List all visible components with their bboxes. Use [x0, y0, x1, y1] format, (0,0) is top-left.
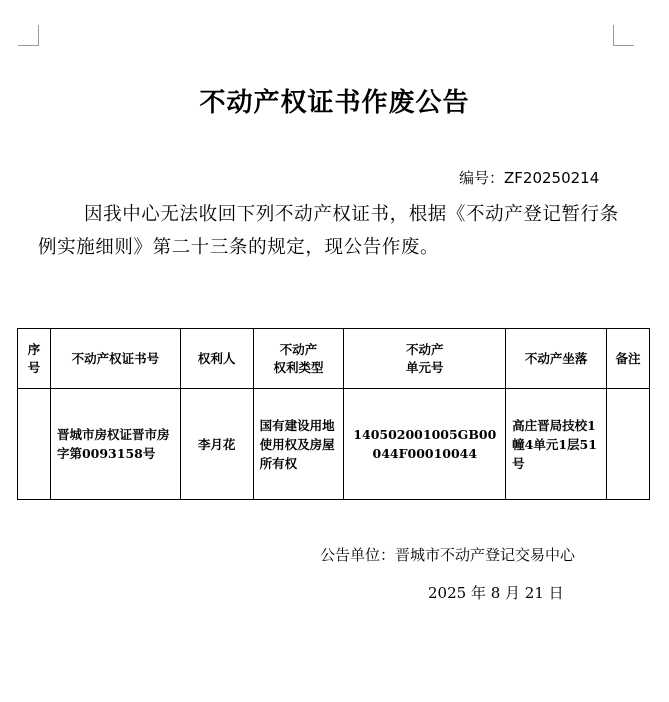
certificate-table — [17, 328, 650, 500]
cell-right-type: 国有建设用地使用权及房屋所有权 — [253, 389, 344, 500]
table-header-row — [18, 329, 650, 389]
page-corner-mark-top-right — [613, 25, 634, 46]
header-right-type-line2: 权利类型 — [273, 359, 324, 375]
cell-remark — [606, 389, 649, 500]
header-unit-no-line2: 单元号 — [406, 359, 444, 375]
issuer-line: 公告单位：晋城市不动产登记交易中心 — [320, 546, 576, 564]
page-corner-mark-top-left — [18, 25, 39, 46]
header-unit-no-line1: 不动产 — [406, 341, 444, 357]
header-right-type — [253, 329, 344, 389]
document-title: 不动产权证书作废公告 — [199, 88, 470, 118]
table-row — [18, 389, 650, 500]
header-cert-no: 不动产权证书号 — [50, 329, 180, 389]
header-location: 不动产坐落 — [506, 329, 607, 389]
header-right-type-line1: 不动产 — [279, 341, 318, 357]
header-remark: 备注 — [606, 329, 649, 389]
header-holder: 权利人 — [180, 329, 253, 389]
cell-holder: 李月花 — [180, 389, 253, 500]
cell-cert-no: 晋城市房权证晋市房字第0093158号 — [50, 389, 180, 500]
cell-location: 高庄晋局技校1幢4单元1层51号 — [506, 389, 607, 500]
issue-date: 2025 年 8 月 21 日 — [428, 584, 564, 602]
announcement-body: 因我中心无法收回下列不动产权证书，根据《不动产登记暂行条例实施细则》第二十三条的规定，现公告作废。 — [38, 204, 619, 258]
header-unit-no — [344, 329, 506, 389]
cell-seq — [18, 389, 51, 500]
cell-unit-no: 140502001005GB00044F00010044 — [344, 389, 506, 500]
header-seq: 序号 — [18, 329, 51, 389]
document-number: 编号：ZF20250214 — [459, 169, 600, 187]
